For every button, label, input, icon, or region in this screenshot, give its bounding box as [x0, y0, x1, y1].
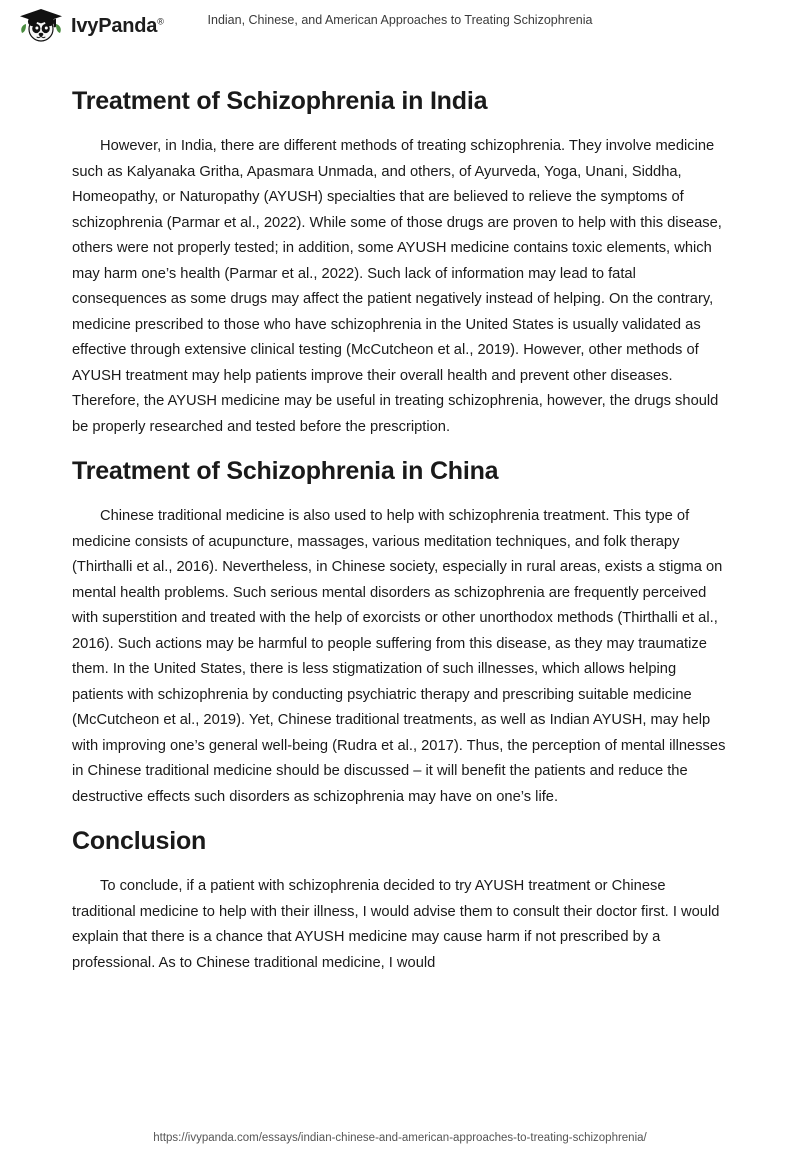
page-header	[0, 0, 800, 52]
brand-logo[interactable]	[18, 7, 164, 45]
document-content	[0, 52, 800, 976]
brand-registered-mark: ®	[157, 15, 164, 26]
graduation-cap-panda-logo-icon	[18, 7, 64, 45]
paragraph-conclusion: To conclude, if a patient with schizophrenia decided to try AYUSH treatment or Chinese traditional medicine to help with their illness, I would advise them to consult their doctor first. I would explain that there is a chance that AYUSH medicine may cause harm if not prescribed by a professional. As to Chinese traditional medicine, I would	[72, 878, 720, 971]
document-title: Indian, Chinese, and American Approaches to Treating Schizophrenia	[207, 13, 593, 27]
paragraph-india: However, in India, there are different methods of treating schizophrenia. They involve medicine such as Kalyanaka Gritha, Apasmara Unmada, and others, of Ayurveda, Yoga, Unani, Siddha, Homeopathy, or Naturopathy (AYUSH) specialties that are believed to relieve the symptoms of schizophrenia (Parmar et al., 2022). While some of those drugs are proven to help with this disease, others were not properly tested; in addition, some AYUSH medicine contains toxic elements, which may harm one’s health (Parmar et al., 2022). Such lack of information may lead to fatal consequences as some drugs may affect the patient negatively instead of helping. On the contrary, medicine prescribed to those who have schizophrenia in the United States is usually validated as effective through extensive clinical testing (McCutcheon et al., 2019). However, other methods of AYUSH treatment may help patients improve their overall health and prevent other diseases. Therefore, the AYUSH medicine may be useful in treating schizophrenia, however, the drugs should be properly researched and tested before the prescription.	[72, 138, 722, 435]
page-footer	[0, 1132, 800, 1144]
source-url[interactable]: https://ivypanda.com/essays/indian-chinese-and-american-approaches-to-treating-schizophrenia/	[153, 1132, 647, 1144]
paragraph-china: Chinese traditional medicine is also used to help with schizophrenia treatment. This type of medicine consists of acupuncture, massages, various meditation techniques, and folk therapy (Thirthalli et al., 2016). Nevertheless, in Chinese society, especially in rural areas, exists a stigma on mental health problems. Such serious mental disorders as schizophrenia are frequently perceived with superstition and treated with the help of exorcists or other unorthodox methods (Thirthalli et al., 2016). Such actions may be harmful to people suffering from this disease, as they may traumatize them. In the United States, there is less stigmatization of such illnesses, which allows helping patients with schizophrenia by conducting psychiatric therapy and prescribing suitable medicine (McCutcheon et al., 2019). Yet, Chinese traditional treatments, as well as Indian AYUSH, may help with improving one’s general well-being (Rudra et al., 2017). Thus, the perception of mental illnesses in Chinese traditional medicine should be discussed – it will benefit the patients and reduce the destructive effects such disorders as schizophrenia may have on one’s life.	[72, 508, 726, 805]
section-heading-conclusion: Conclusion	[72, 827, 207, 855]
section-heading-china: Treatment of Schizophrenia in China	[72, 457, 499, 485]
brand-name: IvyPanda®	[71, 14, 164, 37]
section-heading-india: Treatment of Schizophrenia in India	[72, 87, 488, 115]
